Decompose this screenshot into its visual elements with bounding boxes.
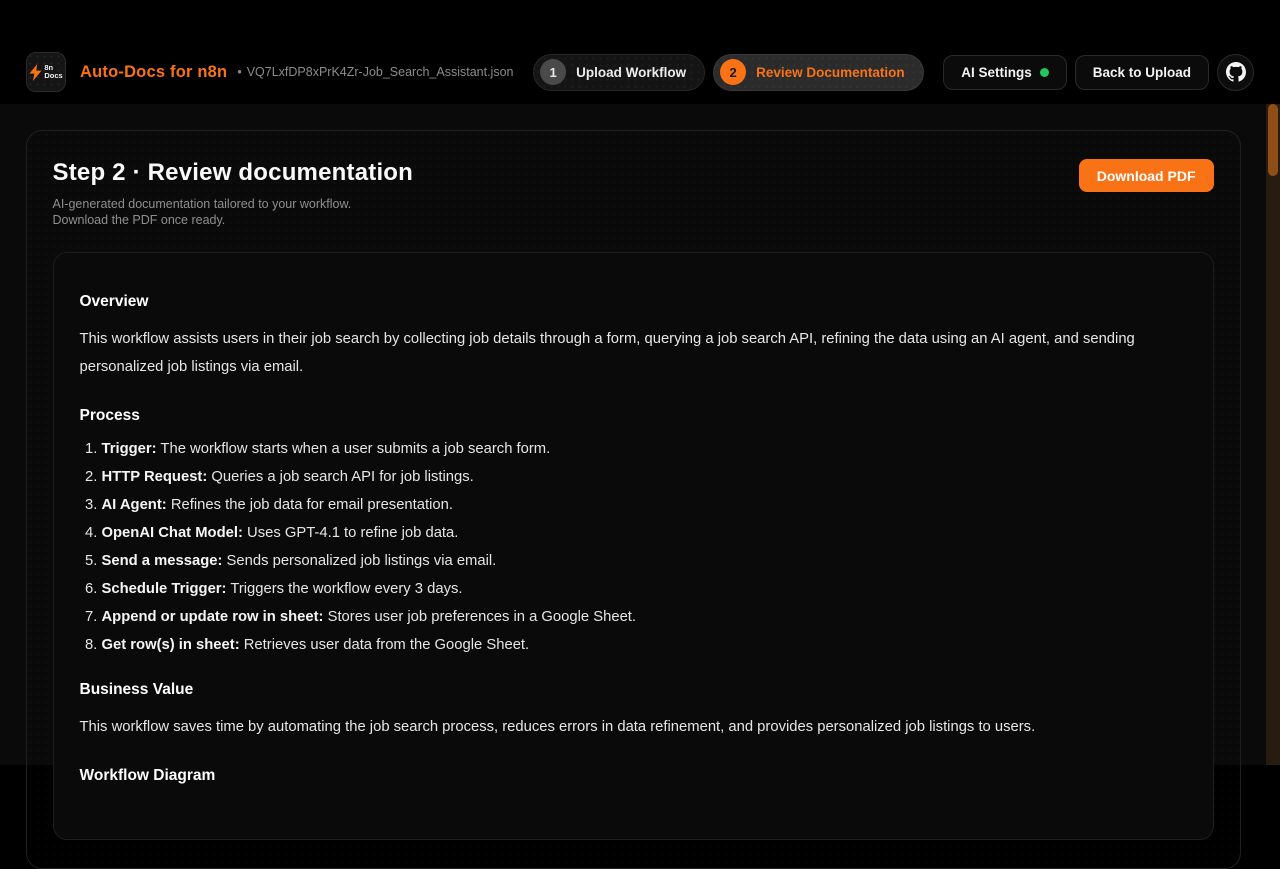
header-actions: [943, 54, 1254, 91]
ai-settings-label: AI Settings: [961, 64, 1032, 80]
process-item: 3. AI Agent: Refines the job data for email presentation.: [102, 495, 1187, 515]
step-1-number: 1: [540, 59, 566, 85]
documentation-preview: [53, 252, 1214, 840]
scrollbar-track[interactable]: [1266, 104, 1280, 765]
process-list: [80, 439, 1187, 655]
page-subtitle-line2: Download the PDF once ready.: [52, 213, 226, 227]
back-to-upload-button[interactable]: [1075, 55, 1209, 90]
app-title: Auto-Docs for n8n: [80, 62, 228, 81]
step-review-documentation[interactable]: [713, 54, 924, 91]
logo-text: 8n Docs: [44, 63, 63, 80]
review-card-titles: [53, 159, 414, 228]
workflow-filename: • VQ7LxfDP8xPrK4Zr-Job_Search_Assistant.json: [237, 65, 514, 79]
overview-text: This workflow assists users in their job search by collecting job details through a form, querying a job search API, refining the data using an AI agent, and sending personalized job listings via email.: [79, 331, 1135, 375]
step-1-label: Upload Workflow: [576, 64, 687, 80]
scrollbar-thumb[interactable]: [1268, 104, 1278, 176]
business-value-heading: Business Value: [79, 681, 194, 698]
page-subtitle-line1: AI-generated documentation tailored to your workflow.: [52, 197, 352, 211]
ai-settings-button[interactable]: [943, 55, 1067, 90]
process-item: 6. Schedule Trigger: Triggers the workflow every 3 days.: [102, 579, 1187, 599]
back-to-upload-label: Back to Upload: [1092, 64, 1191, 80]
process-heading: Process: [79, 407, 140, 424]
download-pdf-button[interactable]: Download PDF: [1079, 159, 1214, 192]
filename-bullet: •: [237, 65, 242, 79]
app-header: [0, 40, 1280, 104]
status-dot-icon: [1040, 68, 1049, 77]
process-item: 4. OpenAI Chat Model: Uses GPT-4.1 to refine job data.: [102, 523, 1187, 543]
process-item: 5. Send a message: Sends personalized job listings via email.: [102, 551, 1187, 571]
overview-heading: Overview: [79, 293, 149, 310]
step-upload-workflow[interactable]: [533, 54, 705, 91]
page-title: Step 2 · Review documentation: [52, 159, 414, 186]
business-value-text: This workflow saves time by automating the job search process, reduces errors in data refinement, and provides personalized job listings to users.: [79, 719, 1036, 735]
step-indicator: [533, 54, 924, 91]
process-item: 1. Trigger: The workflow starts when a user submits a job search form.: [102, 439, 1187, 459]
process-item: 8. Get row(s) in sheet: Retrieves user data from the Google Sheet.: [102, 635, 1187, 655]
step-2-number: 2: [720, 59, 746, 85]
lightning-bolt-icon: [29, 64, 42, 81]
app-logo: [26, 52, 66, 92]
process-item: 7. Append or update row in sheet: Stores user job preferences in a Google Sheet.: [102, 607, 1187, 627]
workflow-diagram-heading: Workflow Diagram: [79, 767, 216, 784]
github-button[interactable]: [1217, 54, 1254, 91]
review-card-header: [53, 159, 1214, 228]
github-icon: [1226, 62, 1246, 82]
main-scroll-area: [0, 104, 1266, 784]
step-2-label: Review Documentation: [756, 64, 905, 80]
page-subtitle: [53, 196, 414, 228]
review-step-card: [26, 130, 1241, 869]
process-item: 2. HTTP Request: Queries a job search API for job listings.: [102, 467, 1187, 487]
brand: [26, 52, 514, 92]
